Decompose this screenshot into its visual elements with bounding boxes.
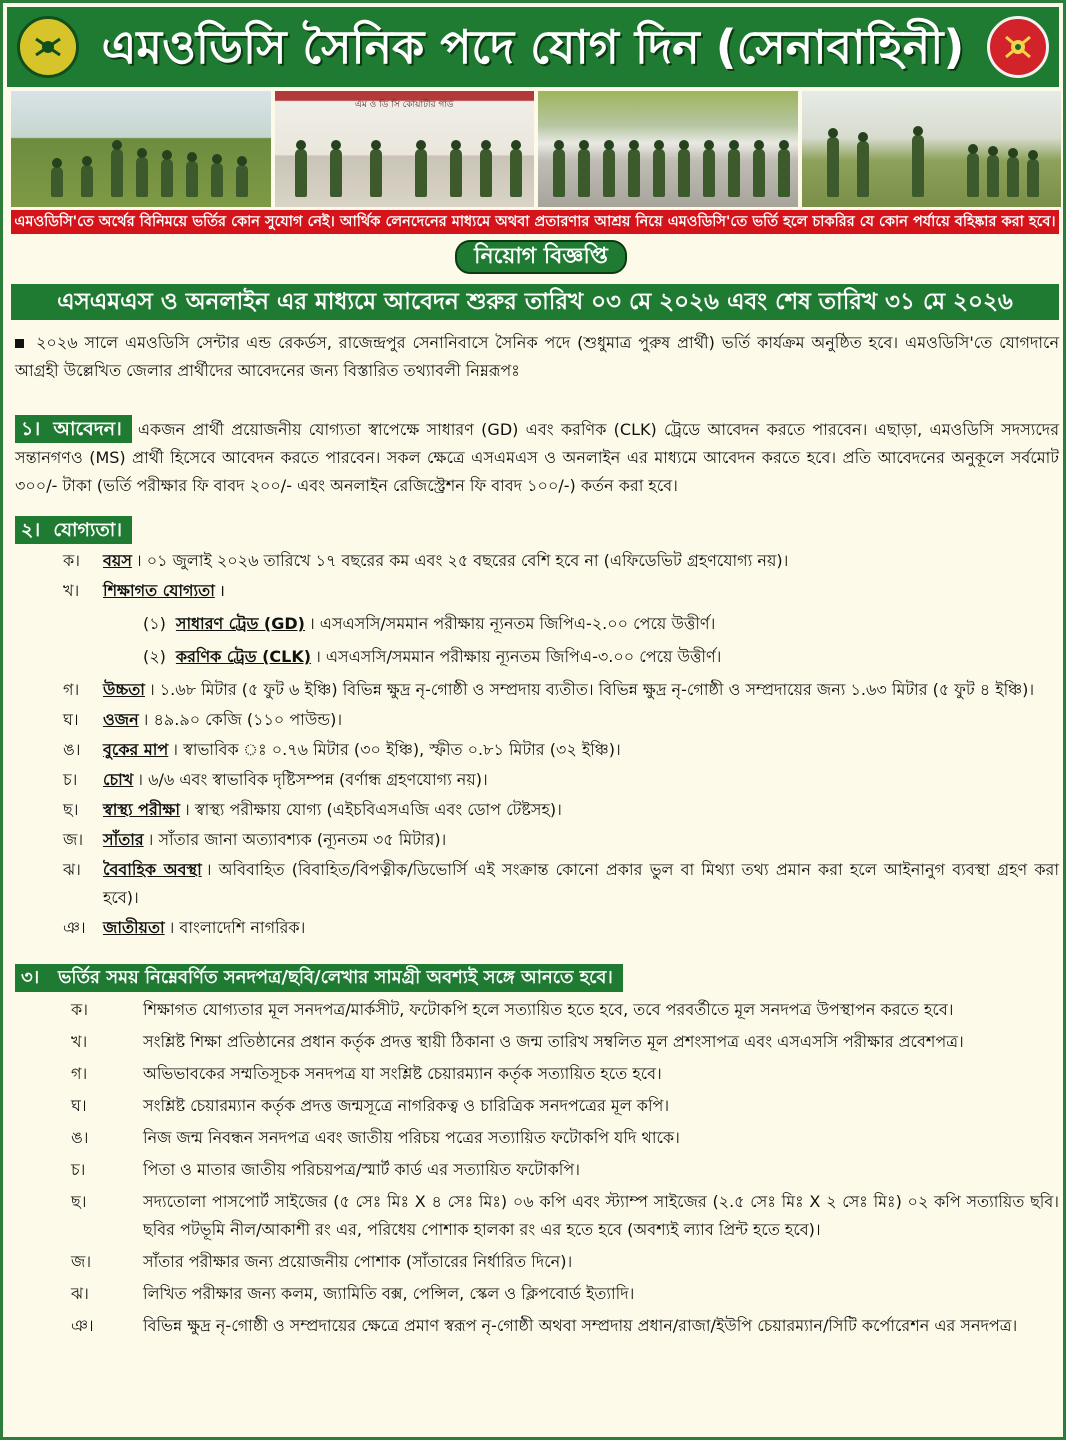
quarter-guard-photo: [275, 91, 535, 207]
list-item: (১) সাধারণ ট্রেড (GD) । এসএসসি/সমমান পরীক্ষায় ন্যূনতম জিপিএ-২.০০ পেয়ে উত্তীর্ণ।: [143, 614, 716, 633]
notice-title: নিয়োগ বিজ্ঞপ্তি: [455, 240, 627, 274]
list-item: ঝ। লিখিত পরীক্ষার জন্য কলম, জ্যামিতি বক্স, পেন্সিল, স্কেল ও ক্লিপবোর্ড ইত্যাদি।: [71, 1284, 635, 1303]
header-banner: [7, 7, 1059, 87]
list-item: ক। বয়স । ০১ জুলাই ২০২৬ তারিখে ১৭ বছরের কম এবং ২৫ বছরের বেশি হবে না (এফিডেভিট গ্রহণযোগ্য নয়)।: [63, 551, 789, 570]
section-heading: ১। আবেদন।: [15, 415, 132, 443]
section-heading: ২। যোগ্যতা।: [15, 516, 132, 544]
section-text: একজন প্রার্থী প্রয়োজনীয় যোগ্যতা স্বাপেক্ষে সাধারণ (GD) এবং করণিক (CLK) ট্রেডে আবেদন করতে পারবেন। এছাড়া, এমওডিসি সদস্যদের সন্তানগণও (MS) প্রার্থী হিসেবে আবেদন করতে পারবেন। সকল ক্ষেত্রে এসএমএস ও অনলাইন এর মাধ্যমে আবেদন করতে হবে। প্রতি আবেদনের অনুকূলে সর্বমোট ৩০০/- টাকা (ভর্তি পরীক্ষার ফি বাবদ ২০০/- এবং অনলাইন রেজিস্ট্রেশন ফি বাবদ ১০০/-) কর্তন করা হবে।: [15, 420, 1059, 495]
soldiers-training-photo: [11, 91, 271, 207]
list-item: জ। সাঁতার । সাঁতার জানা অত্যাবশ্যক (ন্যূনতম ৩৫ মিটার)।: [63, 830, 447, 849]
list-item: ছ। স্বাস্থ্য পরীক্ষা । স্বাস্থ্য পরীক্ষায় যোগ্য (এইচবিএসএজি এবং ডোপ টেষ্টসহ)।: [63, 800, 562, 819]
list-item: ক। শিক্ষাগত যোগ্যতার মূল সনদপত্র/মার্কসীট, ফটোকপি হলে সত্যায়িত হতে হবে, তবে পরবর্তীতে মূল সনদপত্র উপস্থাপন করতে হবে।: [71, 1000, 954, 1019]
application-date-banner: এসএমএস ও অনলাইন এর মাধ্যমে আবেদন শুরুর তারিখ ০৩ মে ২০২৬ এবং শেষ তারিখ ৩১ মে ২০২৬: [11, 284, 1059, 320]
section-application: [15, 415, 1059, 500]
section-heading: ৩। ভর্তির সময় নিম্নেবর্ণিত সনদপত্র/ছবি/লেখার সামগ্রী অবশ্যই সঙ্গে আনতে হবে।: [15, 964, 623, 992]
list-item: ঞ। বিভিন্ন ক্ষুদ্র নৃ-গোষ্ঠী ও সম্প্রদায়ের ক্ষেত্রে প্রমাণ স্বরূপ নৃ-গোষ্ঠী অথবা সম্প্রদায় প্রধান/রাজা/ইউপি চেয়ারম্যান/সিটি কর্পোরেশন এর সনদপত্র।: [71, 1316, 1018, 1335]
intro-paragraph: ২০২৬ সালে এমওডিসি সেন্টার এন্ড রেকর্ডস, রাজেন্দ্রপুর সেনানিবাসে সৈনিক পদে (শুধুমাত্র পুরুষ প্রার্থী) ভর্তি কার্যক্রম অনুষ্ঠিত হবে। এমওডিসি'তে যোগদানে আগ্রহী উল্লেখিত জেলার প্রার্থীদের আবেদনের জন্য বিস্তারিত তথ্যাবলী নিম্নরূপঃ: [15, 333, 1059, 380]
bullet-square-icon: [15, 339, 24, 348]
list-item: ঙ। বুকের মাপ । স্বাভাবিক ঃ ০.৭৬ মিটার (৩০ ইঞ্চি), স্ফীত ০.৮১ মিটার (৩২ ইঞ্চি)।: [63, 740, 621, 759]
list-item: খ। শিক্ষাগত যোগ্যতা ।: [63, 581, 225, 600]
list-item: খ। সংশ্লিষ্ট শিক্ষা প্রতিষ্ঠানের প্রধান কর্তৃক প্রদত্ত স্থায়ী ঠিকানা ও জন্ম তারিখ সম্বলিত মূল প্রশংসাপত্র এবং এসএসসি পরীক্ষার প্রবেশপত্র।: [71, 1032, 964, 1051]
list-item: গ। অভিভাবকের সম্মতিসূচক সনদপত্র যা সংশ্লিষ্ট চেয়ারম্যান কর্তৃক সত্যায়িত হতে হবে।: [71, 1064, 662, 1083]
photo-caption: এম ও ডি সি কোয়ার্টার গার্ড: [354, 100, 454, 110]
notice-body: [15, 329, 1059, 1344]
army-emblem-icon: [17, 16, 79, 78]
list-item: জ। সাঁতার পরীক্ষার জন্য প্রয়োজনীয় পোশাক (সাঁতারের নির্ধারিত দিনে)।: [71, 1252, 573, 1271]
list-item: ঘ। সংশ্লিষ্ট চেয়ারম্যান কর্তৃক প্রদত্ত জন্মসূত্রে নাগরিকত্ব ও চারিত্রিক সনদপত্রের মূল কপি।: [71, 1096, 670, 1115]
list-item: ছ। সদ্যতোলা পাসপোর্ট সাইজের (৫ সেঃ মিঃ X ৪ সেঃ মিঃ) ০৬ কপি এবং স্ট্যাম্প সাইজের (২.৫ সেঃ মিঃ X ২ সেঃ মিঃ) ০২ কপি সত্যায়িত ছবি। ছবির পটভূমি নীল/আকাশী রং এর, পরিধেয় পোশাক হালকা রং এর হতে হবে (অবশ্যই ল্যাব প্রিন্ট হতে হবে)।: [71, 1192, 1059, 1239]
header-title: এমওডিসি সৈনিক পদে যোগ দিন (সেনাবাহিনী): [101, 20, 965, 74]
list-item: (২) করণিক ট্রেড (CLK) । এসএসসি/সমমান পরীক্ষায় ন্যূনতম জিপিএ-৩.০০ পেয়ে উত্তীর্ণ।: [143, 647, 722, 666]
section-eligibility: [15, 516, 1059, 942]
list-item: চ। পিতা ও মাতার জাতীয় পরিচয়পত্র/স্মার্ট কার্ড এর সত্যায়িত ফটোকপি।: [71, 1160, 580, 1179]
soldiers-parade-photo: [538, 91, 798, 207]
modc-emblem-icon: [987, 16, 1049, 78]
list-item: ঞ। জাতীয়তা । বাংলাদেশি নাগরিক।: [63, 918, 306, 937]
list-item: ঙ। নিজ জন্ম নিবন্ধন সনদপত্র এবং জাতীয় পরিচয় পত্রের সত্যায়িত ফটোকপি যদি থাকে।: [71, 1128, 680, 1147]
list-item: গ। উচ্চতা । ১.৬৮ মিটার (৫ ফুট ৬ ইঞ্চি) বিভিন্ন ক্ষুদ্র নৃ-গোষ্ঠী ও সম্প্রদায় ব্যতীত। বিভিন্ন ক্ষুদ্র নৃ-গোষ্ঠী ও সম্প্রদায়ের জন্য ১.৬৩ মিটার (৫ ফুট ৪ ইঞ্চি)।: [63, 680, 1035, 699]
soldiers-drill-photo: [802, 91, 1062, 207]
section-documents: [15, 964, 1059, 1340]
list-item: চ। চোখ । ৬/৬ এবং স্বাভাবিক দৃষ্টিসম্পন্ন (বর্ণান্ধ গ্রহণযোগ্য নয়)।: [63, 770, 488, 789]
photo-strip: [11, 91, 1061, 207]
list-item: ঘ। ওজন । ৪৯.৯০ কেজি (১১০ পাউন্ড)।: [63, 710, 343, 729]
warning-banner: এমওডিসি'তে অর্থের বিনিময়ে ভর্তির কোন সুযোগ নেই। আর্থিক লেনদেনের মাধ্যমে অথবা প্রতারণার আশ্রয় নিয়ে এমওডিসি'তে ভর্তি হলে চাকরির যে কোন পর্যায়ে বহিষ্কার করা হবে।: [11, 210, 1059, 234]
list-item: ঝ। বৈবাহিক অবস্থা । অবিবাহিত (বিবাহিত/বিপত্নীক/ডিভোর্সি এই সংক্রান্ত কোনো প্রকার ভুল বা মিথ্যা তথ্য প্রমান করা হলে আইনানুগ ব্যবস্থা গ্রহণ করা হবে)।: [63, 860, 1059, 907]
